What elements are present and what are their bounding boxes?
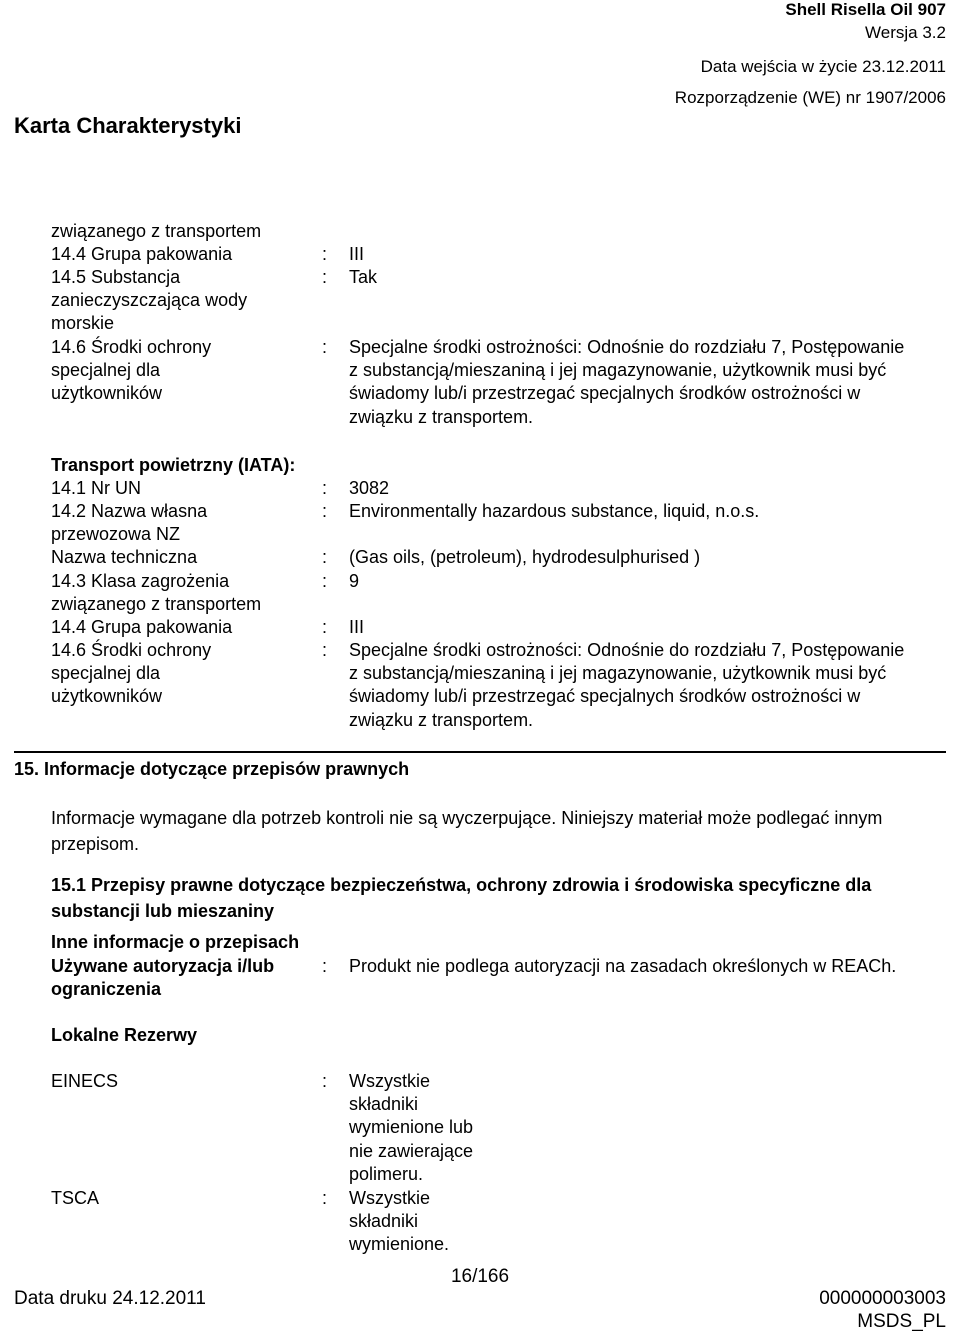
sea-pollutant-label: 14.5 Substancja zanieczyszczająca wody morskie	[51, 267, 248, 334]
page-number: 16/166	[450, 1266, 510, 1287]
tsca-value: Wszystkie składniki wymienione.	[349, 1188, 450, 1255]
product-name: Shell Risella Oil 907	[785, 0, 946, 19]
msds-id: MSDS_PL	[857, 1311, 946, 1332]
regulation: Rozporządzenie (WE) nr 1907/2006	[674, 88, 946, 107]
air-packing-group-value: III	[349, 617, 365, 637]
section-15-1-title: 15.1 Przepisy prawne dotyczące bezpieczeństwa, ochrony zdrowia i środowiska specyficzne dla substancji lub mieszaniny	[51, 875, 872, 921]
document-code: 000000003003	[819, 1288, 946, 1309]
einecs-label: EINECS	[51, 1071, 119, 1091]
air-packing-group-label: 14.4 Grupa pakowania	[51, 617, 233, 637]
colon: :	[322, 640, 328, 660]
colon: :	[322, 547, 328, 567]
section-15-title: 15. Informacje dotyczące przepisów prawnych	[14, 759, 410, 779]
air-shipping-name-value: Environmentally hazardous substance, liquid, n.o.s.	[349, 501, 760, 521]
air-technical-name-label: Nazwa techniczna	[51, 547, 198, 567]
colon: :	[322, 244, 328, 264]
colon: :	[322, 617, 328, 637]
sea-precautions-label: 14.6 Środki ochrony specjalnej dla użytkowników	[51, 337, 212, 404]
local-inventories-heading: Lokalne Rezerwy	[51, 1025, 198, 1045]
colon: :	[322, 478, 328, 498]
air-hazard-class-label: 14.3 Klasa zagrożenia związanego z transportem	[51, 571, 262, 615]
section-15-intro: Informacje wymagane dla potrzeb kontroli nie są wyczerpujące. Niniejszy materiał może podlegać innym przepisom.	[51, 808, 883, 854]
colon: :	[322, 1071, 328, 1091]
sea-packing-group-label: 14.4 Grupa pakowania	[51, 244, 233, 264]
einecs-value: Wszystkie składniki wymienione lub nie zawierające polimeru.	[349, 1071, 474, 1184]
sea-class-label-cont: związanego z transportem	[51, 221, 262, 241]
colon: :	[322, 1188, 328, 1208]
colon: :	[322, 501, 328, 521]
air-precautions-label: 14.6 Środki ochrony specjalnej dla użytkowników	[51, 640, 212, 707]
air-shipping-name-label: 14.2 Nazwa własna przewozowa NZ	[51, 501, 208, 545]
section-divider	[14, 751, 946, 753]
air-precautions-value: Specjalne środki ostrożności: Odnośnie do rozdziału 7, Postępowanie z substancją/mieszaniną i jej magazynowanie, użytkownik musi być świadomy lub/i przestrzegać specjalnych środków ostrożności w związku z transportem.	[349, 640, 905, 730]
colon: :	[322, 571, 328, 591]
colon: :	[322, 337, 328, 357]
other-info-heading: Inne informacje o przepisach	[51, 932, 300, 952]
version: Wersja 3.2	[865, 23, 946, 42]
document-title: Karta Charakterystyki	[14, 113, 242, 138]
tsca-label: TSCA	[51, 1188, 100, 1208]
sea-precautions-value: Specjalne środki ostrożności: Odnośnie do rozdziału 7, Postępowanie z substancją/mieszaniną i jej magazynowanie, użytkownik musi być świadomy lub/i przestrzegać specjalnych środków ostrożności w związku z transportem.	[349, 337, 905, 427]
air-transport-heading: Transport powietrzny (IATA):	[51, 455, 296, 475]
sea-pollutant-value: Tak	[349, 267, 378, 287]
air-technical-name-value: (Gas oils, (petroleum), hydrodesulphurised )	[349, 547, 701, 567]
sea-packing-group-value: III	[349, 244, 365, 264]
air-un-value: 3082	[349, 478, 390, 498]
colon: :	[322, 267, 328, 287]
effective-date: Data wejścia w życie 23.12.2011	[700, 57, 946, 76]
air-un-label: 14.1 Nr UN	[51, 478, 142, 498]
colon: :	[322, 956, 328, 976]
print-date: Data druku 24.12.2011	[14, 1288, 206, 1309]
air-hazard-class-value: 9	[349, 571, 360, 591]
authorisation-label: Używane autoryzacja i/lub ograniczenia	[51, 956, 275, 1000]
authorisation-value: Produkt nie podlega autoryzacji na zasadach określonych w REACh.	[349, 956, 897, 976]
